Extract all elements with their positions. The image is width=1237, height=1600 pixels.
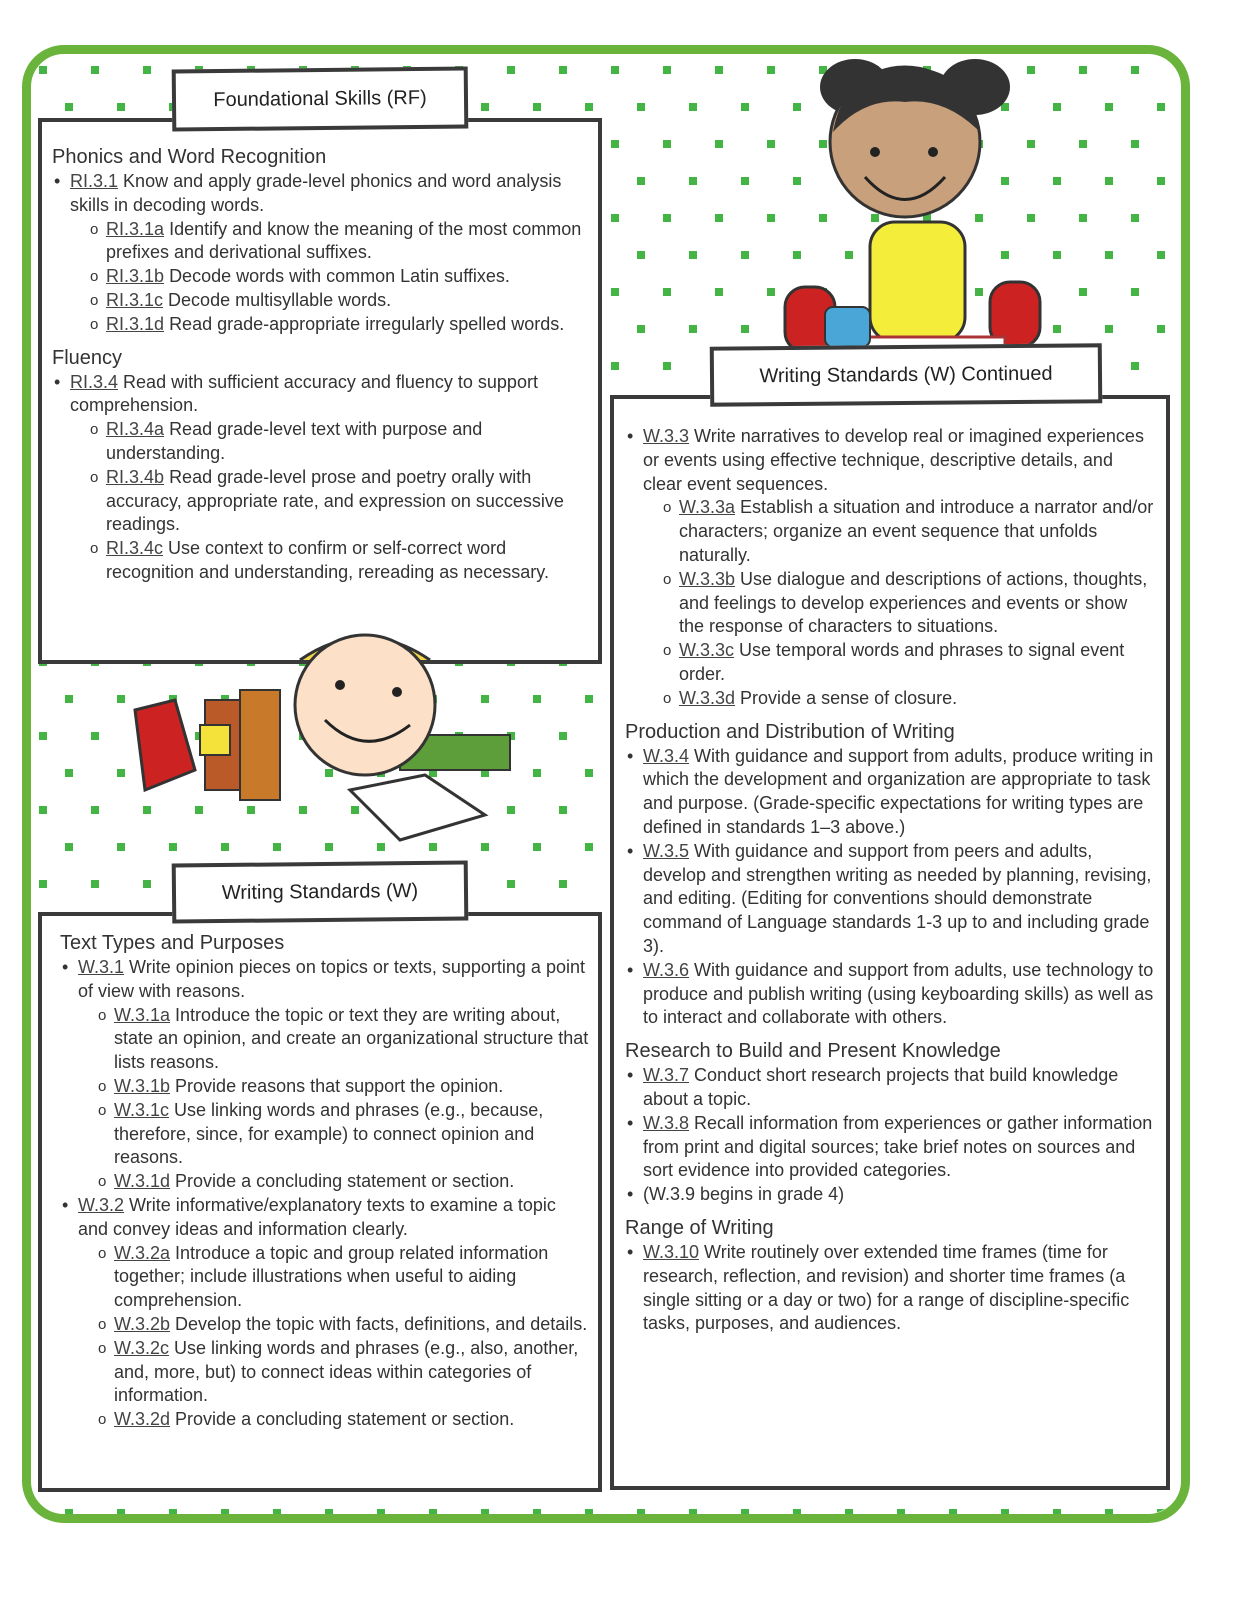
sub-standard-item [60, 1099, 590, 1170]
dot [117, 695, 125, 703]
dot [1053, 177, 1061, 185]
dot [1131, 140, 1139, 148]
writing-standards-tab [172, 860, 469, 923]
standard-text: Decode multisyllable words. [168, 289, 392, 310]
dot [117, 103, 125, 111]
dot [65, 103, 73, 111]
standard-code-link[interactable]: W.3.1a [114, 1004, 171, 1025]
dot [689, 325, 697, 333]
standard-text: Use context to confirm or self-correct word recognition and understanding, rereading as necessary. [106, 538, 549, 582]
dot [715, 66, 723, 74]
writing-continued-box [610, 395, 1170, 1490]
standard-code-link[interactable]: W.3.2d [114, 1409, 171, 1430]
dot [169, 1509, 177, 1514]
dot [741, 325, 749, 333]
dot [91, 806, 99, 814]
dot [65, 695, 73, 703]
standard-text: Read with sufficient accuracy and fluency to support comprehension. [70, 371, 538, 416]
sub-standard-item [60, 1313, 590, 1337]
dot [663, 288, 671, 296]
dot [221, 1509, 229, 1514]
dot [741, 251, 749, 259]
section-heading: Production and Distribution of Writing [625, 720, 955, 743]
dot [689, 1509, 697, 1514]
dot [611, 288, 619, 296]
writing-continued-content [625, 425, 1155, 1336]
dot [585, 769, 593, 777]
dot [1157, 1509, 1165, 1514]
dot [767, 214, 775, 222]
dot [637, 1509, 645, 1514]
standard-text: Write opinion pieces on topics or texts, supporting a point of view with reasons. [78, 957, 585, 1001]
dot [611, 214, 619, 222]
dot [1053, 325, 1061, 333]
dot [507, 880, 515, 888]
standard-code-link[interactable]: RI.3.1d [106, 313, 165, 334]
dot [715, 288, 723, 296]
sub-standard-item [52, 466, 582, 537]
sub-standard-item [60, 1337, 590, 1408]
dot [559, 66, 567, 74]
standard-code-link[interactable]: RI.3.4a [106, 419, 165, 440]
dot [1053, 1509, 1061, 1514]
standard-text: Read grade-level text with purpose and understanding. [106, 419, 483, 463]
dot [637, 177, 645, 185]
standard-code-link[interactable]: W.3.10 [643, 1241, 700, 1262]
dot [1079, 288, 1087, 296]
sub-standard-item [60, 1408, 590, 1432]
standard-code-link[interactable]: W.3.3b [679, 568, 736, 589]
standard-item [60, 1194, 590, 1242]
standard-text: Use dialogue and descriptions of actions, thoughts, and feelings to develop experiences and events or show the response of characters to situations. [679, 568, 1148, 637]
sub-standard-item [60, 1004, 590, 1075]
standard-code-link[interactable]: RI.3.1b [106, 266, 165, 287]
standard-text: With guidance and support from adults, produce writing in which the development and organization are appropriate to task and purpose. (Grade-specific expectations for writing types are defined in standards 1–3 above.) [643, 745, 1154, 837]
section-heading: Research to Build and Present Knowledge [625, 1040, 1001, 1063]
standard-code-link[interactable]: W.3.2c [114, 1337, 170, 1358]
dot [1105, 1509, 1113, 1514]
dot [715, 214, 723, 222]
dot [91, 66, 99, 74]
foundational-skills-box [38, 118, 602, 664]
dot [1157, 251, 1165, 259]
standard-text: Introduce the topic or text they are writing about, state an opinion, and create an organizational structure that lists reasons. [114, 1004, 589, 1073]
sub-standard-item [60, 1075, 590, 1099]
standard-text: Read grade-level prose and poetry orally with accuracy, appropriate rate, and expression on successive readings. [106, 466, 564, 535]
dot [949, 1509, 957, 1514]
standard-item [625, 1112, 1155, 1183]
standard-text: Write narratives to develop real or imagined experiences or events using effective technique, descriptive details, and clear event sequences. [643, 426, 1144, 494]
dot [1079, 214, 1087, 222]
dot [481, 1509, 489, 1514]
sub-standard-item [52, 289, 582, 313]
dot [689, 103, 697, 111]
boy-reading-illustration [125, 620, 520, 850]
section-heading: Fluency [52, 346, 123, 369]
foundational-skills-title: Foundational Skills (RF) [213, 86, 427, 111]
standard-item [625, 1241, 1155, 1336]
standard-text: With guidance and support from peers and adults, develop and strengthen writing as needed by planning, revising, and editing. (Editing for conventions should demonstrate command of Language standards 1-3 up to and including grade 3). [643, 840, 1152, 956]
standard-item [625, 745, 1155, 840]
standard-text: Write routinely over extended time frames (time for research, reflection, and revision) and shorter time frames (a single sitting or a day or two) for a range of discipline-specific tasks, purposes, and audiences. [643, 1241, 1130, 1334]
standard-code-link[interactable]: W.3.3a [679, 497, 736, 518]
standard-code-link[interactable]: W.3.2 [78, 1194, 125, 1215]
dot [663, 362, 671, 370]
standard-code-link[interactable]: W.3.1c [114, 1099, 170, 1120]
standard-code-link[interactable]: W.3.4 [643, 745, 690, 766]
dot [585, 843, 593, 851]
standard-code-link[interactable]: W.3.8 [643, 1112, 690, 1133]
standard-code-link[interactable]: W.3.2b [114, 1313, 171, 1334]
dot [611, 362, 619, 370]
dot [611, 66, 619, 74]
dot [429, 1509, 437, 1514]
section-heading: Range of Writing [625, 1216, 774, 1239]
standard-code-link[interactable]: W.3.3c [679, 640, 735, 661]
dot [1131, 362, 1139, 370]
dot [663, 66, 671, 74]
sub-standard-item [52, 218, 582, 266]
standard-item [625, 1064, 1155, 1112]
dot [39, 806, 47, 814]
dot [585, 1509, 593, 1514]
sub-standard-item [52, 313, 582, 337]
sub-standard-item [60, 1242, 590, 1313]
standard-code-link[interactable]: RI.3.4b [106, 466, 165, 487]
section-heading: Phonics and Word Recognition [52, 146, 327, 168]
dot [1131, 214, 1139, 222]
dot [1131, 66, 1139, 74]
dot [533, 843, 541, 851]
dot [611, 140, 619, 148]
writing-standards-box [38, 912, 602, 1492]
dot [897, 1509, 905, 1514]
dot [689, 177, 697, 185]
standard-text: Provide a concluding statement or section. [175, 1171, 515, 1192]
dot [585, 103, 593, 111]
dot [143, 880, 151, 888]
dot [117, 843, 125, 851]
dot [767, 66, 775, 74]
dot [325, 1509, 333, 1514]
dot [39, 880, 47, 888]
standard-text: Conduct short research projects that build knowledge about a topic. [643, 1065, 1119, 1109]
dot [377, 1509, 385, 1514]
standard-code-link[interactable]: RI.3.4 [70, 371, 119, 392]
writing-continued-title: Writing Standards (W) Continued [759, 362, 1053, 387]
dot [559, 880, 567, 888]
standard-code-link[interactable]: W.3.3d [679, 687, 736, 708]
dot [65, 1509, 73, 1514]
dot [559, 732, 567, 740]
writing-standards-content [60, 930, 590, 1432]
dot [741, 103, 749, 111]
standard-item [52, 170, 582, 218]
dot [1157, 177, 1165, 185]
dot [1105, 177, 1113, 185]
standard-code-link[interactable]: RI.3.1 [70, 171, 119, 191]
dot [1001, 1509, 1009, 1514]
standard-code-link[interactable]: W.3.1b [114, 1075, 171, 1096]
standard-code-link[interactable]: W.3.3 [643, 426, 690, 446]
dot [715, 140, 723, 148]
dot [663, 214, 671, 222]
standard-text: Provide a sense of closure. [740, 687, 958, 708]
dot [91, 732, 99, 740]
standard-code-link[interactable]: W.3.2a [114, 1242, 171, 1263]
dot [767, 288, 775, 296]
dot [1053, 103, 1061, 111]
dot [507, 66, 515, 74]
dot [1079, 140, 1087, 148]
standard-text: Use linking words and phrases (e.g., also, another, and, more, but) to connect ideas within categories of information. [114, 1337, 579, 1406]
standard-text: Write informative/explanatory texts to examine a topic and convey ideas and information clearly. [78, 1194, 556, 1239]
foundational-skills-tab [172, 66, 469, 131]
standard-code-link[interactable]: W.3.1d [114, 1171, 171, 1192]
standard-text: Use temporal words and phrases to signal event order. [679, 640, 1125, 684]
dot [1079, 66, 1087, 74]
dot [65, 843, 73, 851]
dot [533, 1509, 541, 1514]
dot [1105, 251, 1113, 259]
dot [767, 140, 775, 148]
dot [637, 325, 645, 333]
dot [533, 769, 541, 777]
dot [533, 103, 541, 111]
dot [793, 1509, 801, 1514]
dot [1105, 103, 1113, 111]
standard-text: Provide a concluding statement or section. [175, 1409, 515, 1430]
sub-standard-item [625, 639, 1155, 687]
dot [117, 1509, 125, 1514]
dot [1157, 103, 1165, 111]
dot [39, 66, 47, 74]
sub-standard-item [52, 265, 582, 289]
dot [143, 66, 151, 74]
standard-code-link[interactable]: W.3.7 [643, 1065, 690, 1086]
dot [637, 103, 645, 111]
standard-code-link[interactable]: RI.3.1a [106, 218, 165, 239]
dot [663, 140, 671, 148]
dot [117, 769, 125, 777]
dot [741, 1509, 749, 1514]
standard-item [625, 959, 1155, 1030]
standard-item [625, 1183, 1155, 1207]
dot [1105, 325, 1113, 333]
standard-item [60, 956, 590, 1004]
standard-text: Develop the topic with facts, definitions, and details. [175, 1313, 588, 1334]
standard-text: With guidance and support from adults, use technology to produce and publish writing (using keyboarding skills) as well as to interact and collaborate with others. [643, 959, 1154, 1028]
standard-text: Identify and know the meaning of the most common prefixes and derivational suffixes. [106, 218, 582, 263]
dot [39, 732, 47, 740]
standard-code-link[interactable]: W.3.6 [643, 959, 690, 980]
writing-continued-tab [710, 343, 1103, 406]
standard-text: Introduce a topic and group related information together; include illustrations when useful to aiding comprehension. [114, 1242, 549, 1311]
standard-code-link[interactable]: W.3.5 [643, 840, 690, 861]
dot [1157, 325, 1165, 333]
dot [1053, 251, 1061, 259]
standard-item [625, 425, 1155, 496]
standard-text: Decode words with common Latin suffixes. [169, 266, 510, 287]
standard-text: Use linking words and phrases (e.g., because, therefore, since, for example) to connect opinion and reasons. [114, 1099, 544, 1168]
sub-standard-item [52, 537, 582, 585]
dot [273, 1509, 281, 1514]
standard-item [52, 371, 582, 419]
sub-standard-item [625, 496, 1155, 567]
standard-code-link[interactable]: RI.3.4c [106, 538, 164, 559]
standard-text: Read grade-appropriate irregularly spelled words. [169, 313, 565, 334]
dot [1131, 288, 1139, 296]
dot [559, 806, 567, 814]
dot [637, 251, 645, 259]
standard-code-link[interactable]: W.3.1 [78, 957, 125, 977]
foundational-skills-content [52, 144, 582, 585]
standard-item [625, 840, 1155, 959]
dot [585, 695, 593, 703]
sub-standard-item [52, 418, 582, 466]
dot [65, 769, 73, 777]
dot [533, 695, 541, 703]
dot [741, 177, 749, 185]
sub-standard-item [625, 687, 1155, 711]
girl-reading-illustration [775, 52, 1045, 362]
standard-text: Know and apply grade-level phonics and word analysis skills in decoding words. [70, 171, 562, 215]
dot [481, 103, 489, 111]
standard-text: (W.3.9 begins in grade 4) [643, 1184, 845, 1205]
dot [845, 1509, 853, 1514]
writing-standards-title: Writing Standards (W) [221, 879, 419, 904]
sub-standard-item [625, 568, 1155, 639]
standard-text: Establish a situation and introduce a narrator and/or characters; organize an event sequence that unfolds naturally. [679, 497, 1154, 565]
section-heading: Text Types and Purposes [60, 932, 285, 954]
standard-code-link[interactable]: RI.3.1c [106, 289, 164, 310]
standard-text: Recall information from experiences or gather information from print and digital sources; take brief notes on sources and sort evidence into provided categories. [643, 1112, 1153, 1181]
standard-text: Provide reasons that support the opinion. [175, 1075, 504, 1096]
dot [91, 880, 99, 888]
dot [689, 251, 697, 259]
sub-standard-item [60, 1170, 590, 1194]
